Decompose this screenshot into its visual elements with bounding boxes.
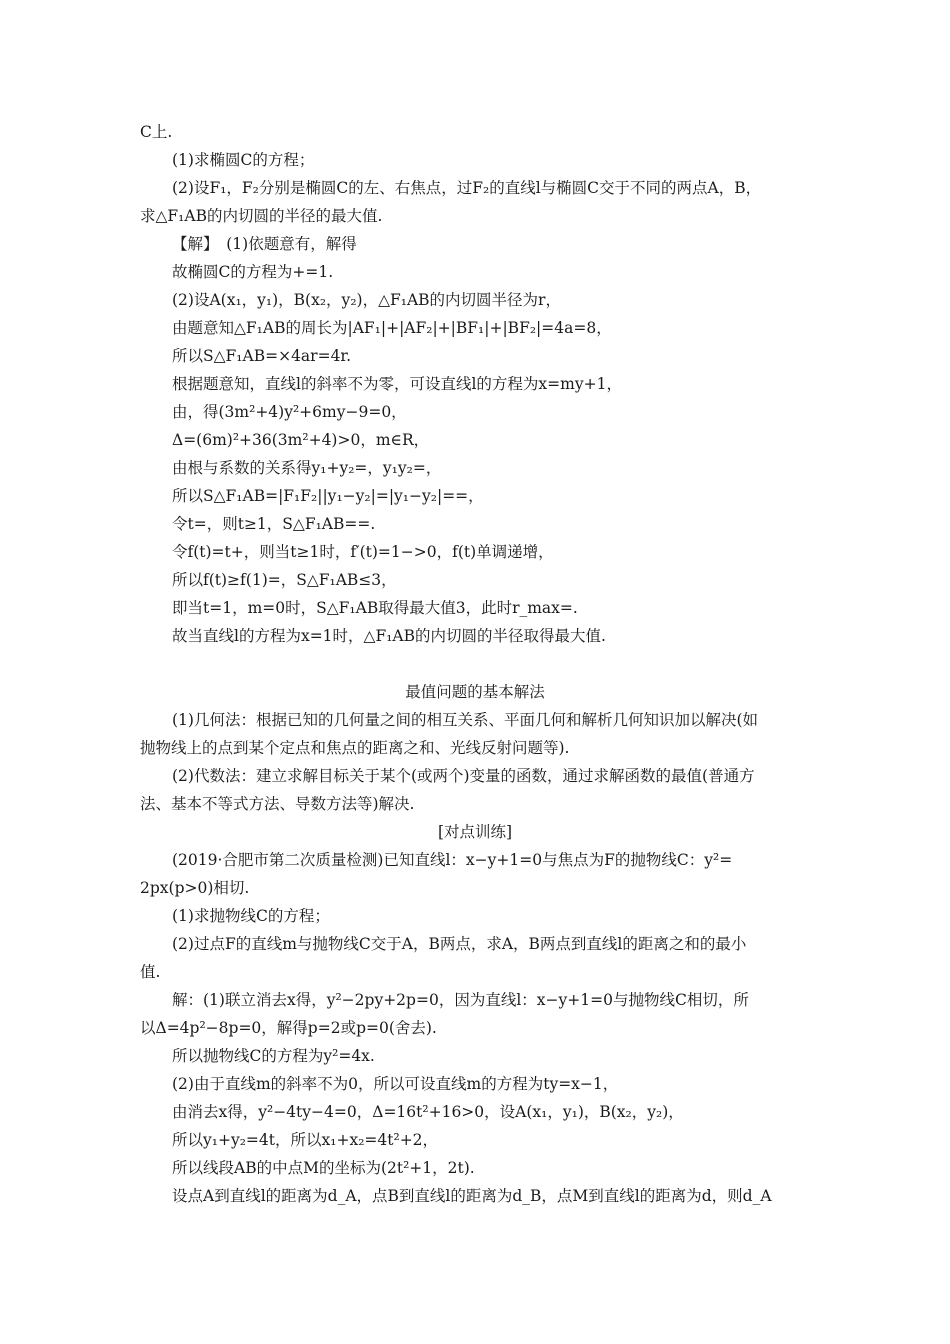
text-line: 由题意知△F₁AB的周长为|AF₁|+|AF₂|+|BF₁|+|BF₂|=4a=8， bbox=[172, 319, 612, 337]
text-line: (2)设A(x₁，y₁)，B(x₂，y₂)，△F₁AB的内切圆半径为r， bbox=[172, 291, 561, 309]
text-line: 解：(1)联立消去x得，y²−2py+2p=0，因为直线l：x−y+1=0与抛物线C相切，所 bbox=[172, 991, 749, 1009]
text-line: (2)由于直线m的斜率不为0，所以可设直线m的方程为ty=x−1， bbox=[172, 1075, 619, 1093]
text-line: 所以抛物线C的方程为y²=4x. bbox=[172, 1047, 375, 1065]
text-line: 由根与系数的关系得y₁+y₂=，y₁y₂=， bbox=[172, 459, 442, 477]
text-line: 故椭圆C的方程为+=1. bbox=[172, 263, 334, 281]
text-line: (1)几何法：根据已知的几何量之间的相互关系、平面几何和解析几何知识加以解决(如 bbox=[172, 711, 759, 729]
text-line: 即当t=1，m=0时，S△F₁AB取得最大值3，此时r_max=. bbox=[172, 599, 578, 617]
text-line: 令t=，则t≥1，S△F₁AB==. bbox=[172, 515, 376, 533]
text-line: C上. bbox=[140, 123, 173, 141]
text-line: 设点A到直线l的距离为d_A，点B到直线l的距离为d_B，点M到直线l的距离为d，则d_A bbox=[172, 1187, 772, 1205]
text-line: 所以S△F₁AB=×4ar=4r. bbox=[172, 347, 352, 365]
text-line: 2px(p>0)相切. bbox=[140, 879, 250, 897]
text-line: 以Δ=4p²−8p=0，解得p=2或p=0(舍去). bbox=[140, 1019, 437, 1037]
section-title: 最值问题的基本解法 bbox=[405, 683, 545, 701]
text-line: 令f(t)=t+，则当t≥1时，f′(t)=1−>0，f(t)单调递增， bbox=[172, 543, 554, 561]
text-line: 法、基本不等式方法、导数方法等)解决. bbox=[140, 795, 415, 813]
text-line: (2)设F₁，F₂分别是椭圆C的左、右焦点，过F₂的直线l与椭圆C交于不同的两点A，B， bbox=[172, 179, 762, 197]
text-line: 求△F₁AB的内切圆的半径的最大值. bbox=[140, 207, 383, 225]
text-line: 所以S△F₁AB=|F₁F₂||y₁−y₂|=|y₁−y₂|==， bbox=[172, 487, 484, 505]
text-line: 抛物线上的点到某个定点和焦点的距离之和、光线反射问题等). bbox=[140, 739, 570, 757]
text-line: (2019·合肥市第二次质量检测)已知直线l：x−y+1=0与焦点为F的抛物线C：y²= bbox=[172, 851, 733, 869]
text-line: 所以线段AB的中点M的坐标为(2t²+1，2t). bbox=[172, 1159, 475, 1177]
text-line: (2)过点F的直线m与抛物线C交于A，B两点，求A，B两点到直线l的距离之和的最小 bbox=[172, 935, 747, 953]
text-line: 所以y₁+y₂=4t，所以x₁+x₂=4t²+2， bbox=[172, 1131, 439, 1149]
text-line: (1)求抛物线C的方程； bbox=[172, 907, 330, 925]
text-line: 根据题意知，直线l的斜率不为零，可设直线l的方程为x=my+1， bbox=[172, 375, 622, 393]
text-line: Δ=(6m)²+36(3m²+4)>0，m∈R， bbox=[172, 431, 430, 449]
text-line: 值. bbox=[140, 963, 161, 981]
text-line: 由，得(3m²+4)y²+6my−9=0， bbox=[172, 403, 407, 421]
text-line: 故当直线l的方程为x=1时，△F₁AB的内切圆的半径取得最大值. bbox=[172, 627, 606, 645]
text-line: (1)求椭圆C的方程； bbox=[172, 151, 315, 169]
solution-heading: 【解】 (1)依题意有，解得 bbox=[172, 235, 357, 253]
text-line: (2)代数法：建立求解目标关于某个(或两个)变量的函数，通过求解函数的最值(普通方 bbox=[172, 767, 755, 785]
practice-title: [对点训练] bbox=[437, 823, 513, 841]
text-line: 由消去x得，y²−4ty−4=0，Δ=16t²+16>0，设A(x₁，y₁)，B(x₂，y₂)， bbox=[172, 1103, 684, 1121]
text-line: 所以f(t)≥f(1)=，S△F₁AB≤3， bbox=[172, 571, 397, 589]
